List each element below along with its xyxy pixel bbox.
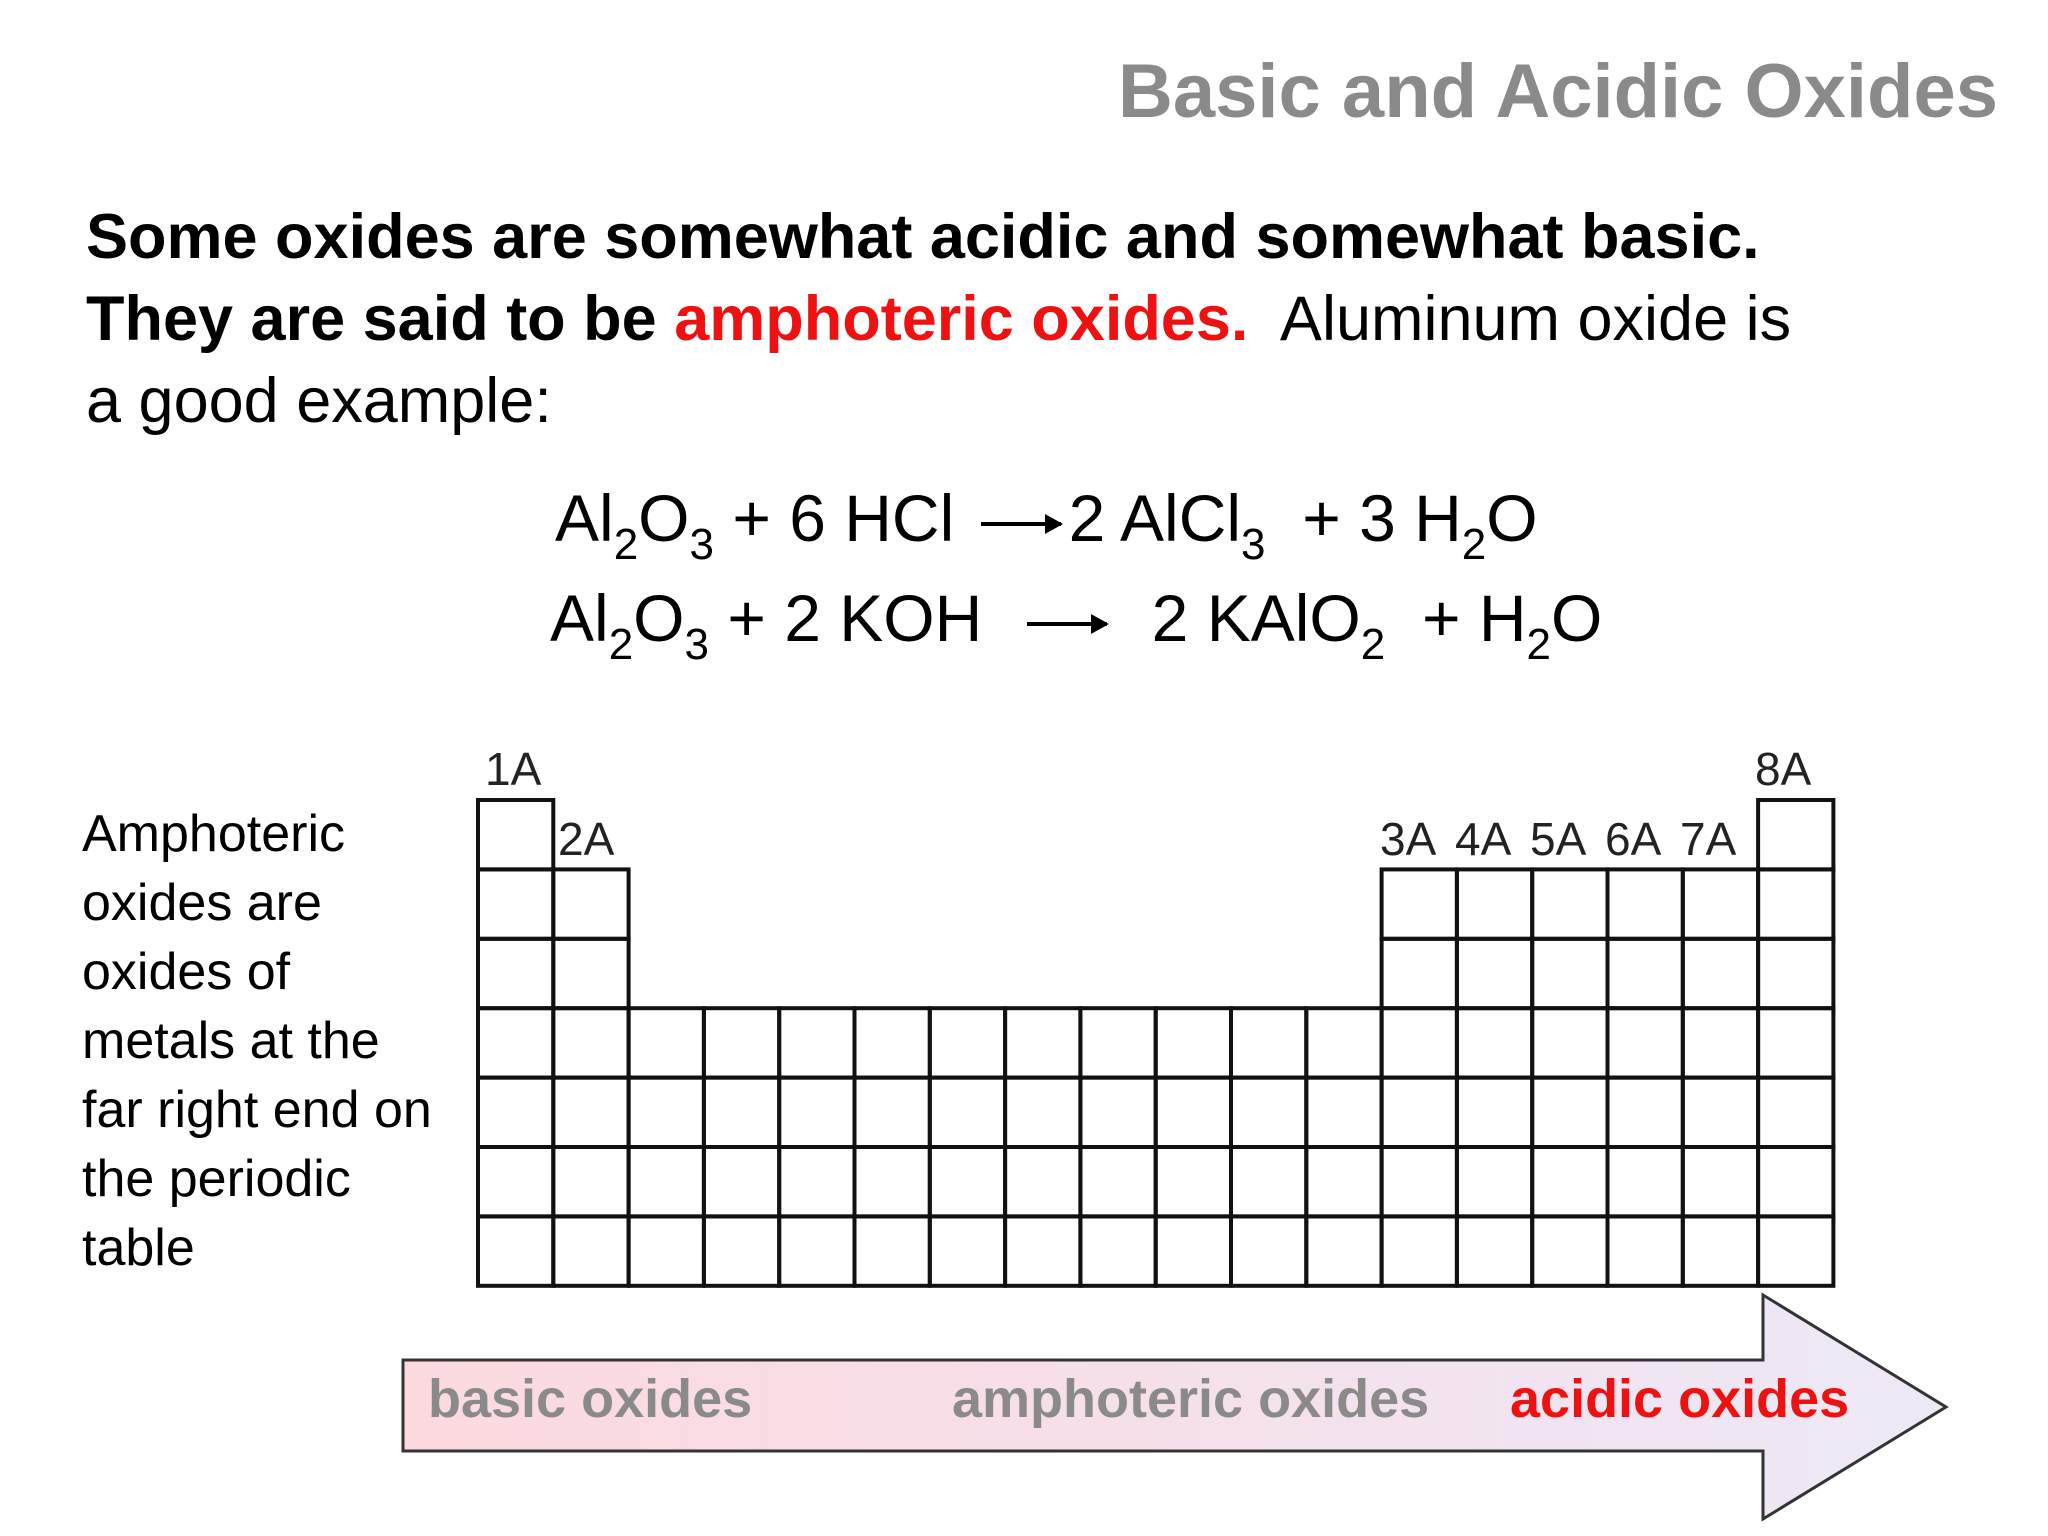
group-label-6a: 6A <box>1605 813 1662 865</box>
eq1-reagent: + 6 HCl <box>732 481 955 555</box>
slide-title: Basic and Acidic Oxides <box>1118 49 1998 134</box>
amphoteric-highlight: amphoteric oxides. <box>674 284 1249 354</box>
intro-line2-bold: They are said to be <box>86 284 657 354</box>
eq2-reagent: + 2 KOH <box>727 581 983 655</box>
side-note: Amphoteric oxides are oxides of metals at the far right end on the periodic table <box>82 805 432 1277</box>
eq2-product1: 2 KAlO$_2$ <box>1151 581 1386 669</box>
group-label-3a: 3A <box>1380 813 1437 865</box>
intro-line2-rest: Aluminum oxide is <box>1279 284 1792 354</box>
eq2-product2: + $H_2O$ <box>1421 581 1603 669</box>
group-label-4a: 4A <box>1455 813 1512 865</box>
eq1-product1: 2 AlCl$_3$ <box>1068 481 1266 569</box>
intro-line1: Some oxides are somewhat acidic and somewhat basic. <box>86 202 1760 272</box>
eq2-reactant: $Al_2O_3$ <box>550 581 709 669</box>
basic-oxides-label: basic oxides <box>428 1369 753 1429</box>
group-label-8a: 8A <box>1755 743 1812 795</box>
acidic-oxides-label: acidic oxides <box>1510 1369 1850 1429</box>
eq1-reactant: $Al_2O_3$ <box>555 481 714 569</box>
group-label-2a: 2A <box>558 813 615 865</box>
intro-line3: a good example: <box>86 366 552 436</box>
group-label-5a: 5A <box>1530 813 1587 865</box>
eq1-product2: + 3 $H_2O$ <box>1302 481 1538 569</box>
amphoteric-oxides-label: amphoteric oxides <box>952 1369 1430 1429</box>
group-label-7a: 7A <box>1680 813 1737 865</box>
group-label-1a: 1A <box>485 743 542 795</box>
